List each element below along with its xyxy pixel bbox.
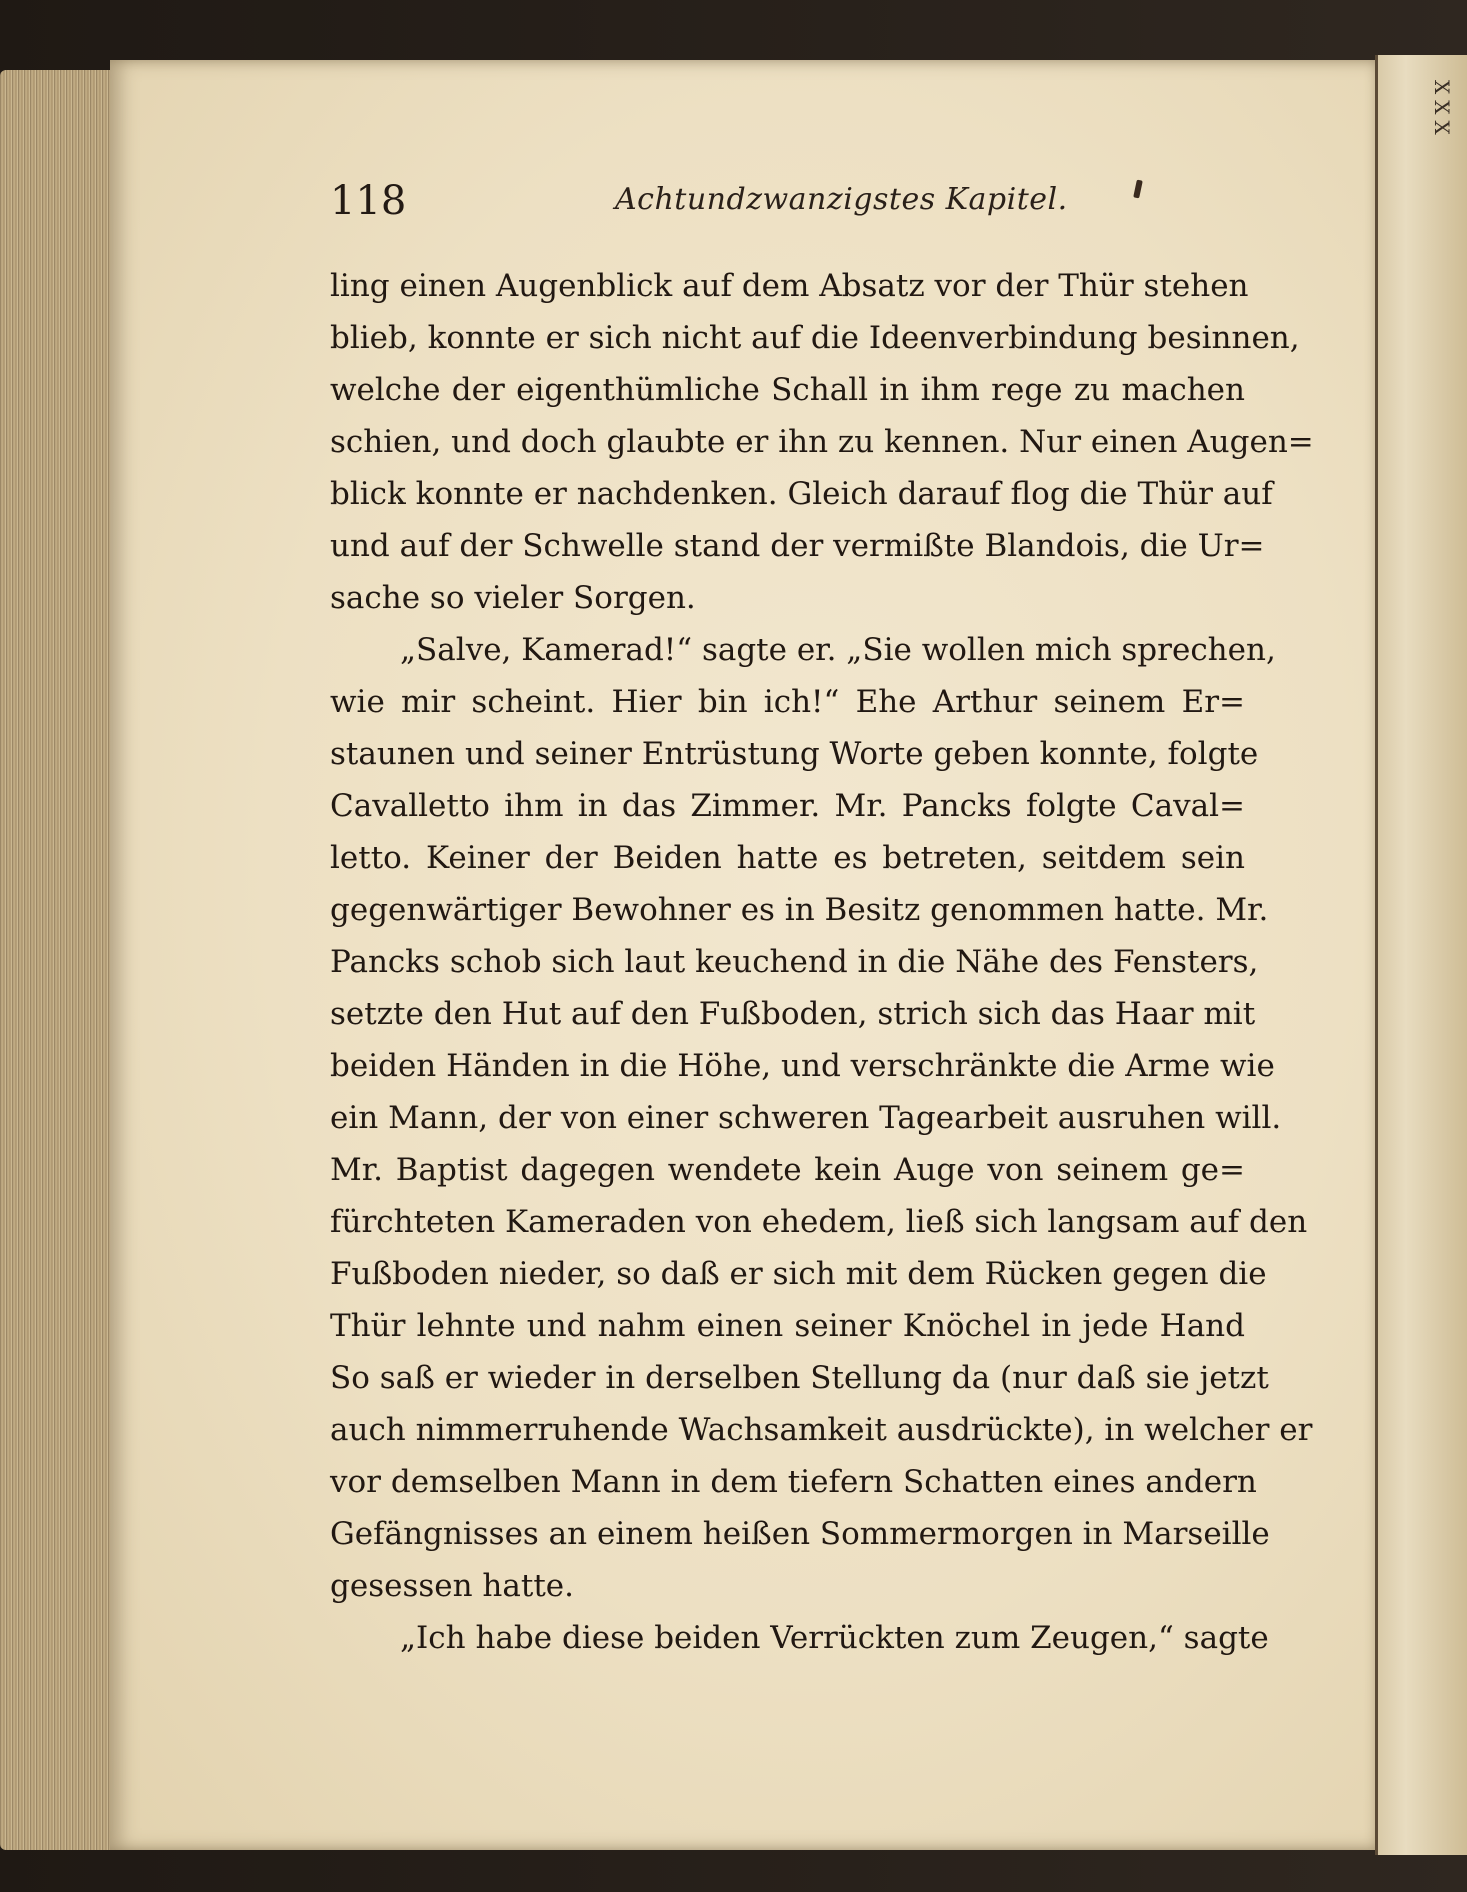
text-line: Pancks schob sich laut keuchend in die Nähe des Fensters,	[330, 944, 1259, 980]
text-line: welche der eigenthümliche Schall in ihm rege zu machen	[330, 372, 1245, 408]
text-line: setzte den Hut auf den Fußboden, strich sich das Haar mit	[330, 996, 1256, 1032]
text-line: „Ich habe diese beiden Verrückten zum Zeugen,“ sagte	[400, 1620, 1269, 1656]
text-line: blick konnte er nachdenken. Gleich darauf flog die Thür auf	[330, 476, 1273, 512]
text-line: blieb, konnte er sich nicht auf die Ideenverbindung besinnen,	[330, 320, 1300, 356]
text-line: auch nimmerruhende Wachsamkeit ausdrückte), in welcher er	[330, 1412, 1313, 1448]
text-line: sache so vieler Sorgen.	[330, 580, 696, 616]
text-line: letto. Keiner der Beiden hatte es betreten, seitdem sein	[330, 840, 1245, 876]
page-stack-edge	[0, 70, 114, 1850]
text-line: „Salve, Kamerad!“ sagte er. „Sie wollen mich sprechen,	[400, 632, 1276, 668]
book-cover-edge	[1375, 55, 1467, 1855]
text-line: Gefängnisses an einem heißen Sommermorgen in Marseille	[330, 1516, 1270, 1552]
text-line: Cavalletto ihm in das Zimmer. Mr. Pancks folgte Caval=	[330, 788, 1245, 824]
text-line: vor demselben Mann in dem tiefern Schatten eines andern	[330, 1464, 1257, 1500]
text-line: gegenwärtiger Bewohner es in Besitz genommen hatte. Mr.	[330, 892, 1269, 928]
text-line: fürchteten Kameraden von ehedem, ließ sich langsam auf den	[330, 1204, 1308, 1240]
text-line: wie mir scheint. Hier bin ich!“ Ehe Arthur seinem Er=	[330, 684, 1245, 720]
page-header	[330, 178, 1090, 228]
text-line: Mr. Baptist dagegen wendete kein Auge von seinem ge=	[330, 1152, 1245, 1188]
text-line: schien, und doch glaubte er ihn zu kennen. Nur einen Augen=	[330, 424, 1314, 460]
text-line: ein Mann, der von einer schweren Tagearbeit ausruhen will.	[330, 1100, 1282, 1136]
text-line: So saß er wieder in derselben Stellung da (nur daß sie jetzt	[330, 1360, 1269, 1396]
page-number: 118	[330, 178, 407, 224]
text-line: staunen und seiner Entrüstung Worte geben konnte, folgte	[330, 736, 1259, 772]
body-text	[330, 260, 1314, 1664]
spine-label: XXX	[1430, 80, 1454, 141]
text-line: gesessen hatte.	[330, 1568, 574, 1604]
text-line: Fußboden nieder, so daß er sich mit dem Rücken gegen die	[330, 1256, 1267, 1292]
running-title: Achtundzwanzigstes Kapitel.	[615, 182, 1068, 217]
text-line: und auf der Schwelle stand der vermißte Blandois, die Ur=	[330, 528, 1265, 564]
text-line: ling einen Augenblick auf dem Absatz vor der Thür stehen	[330, 268, 1249, 304]
text-line: Thür lehnte und nahm einen seiner Knöchel in jede Hand	[330, 1308, 1245, 1344]
text-line: beiden Händen in die Höhe, und verschränkte die Arme wie	[330, 1048, 1275, 1084]
